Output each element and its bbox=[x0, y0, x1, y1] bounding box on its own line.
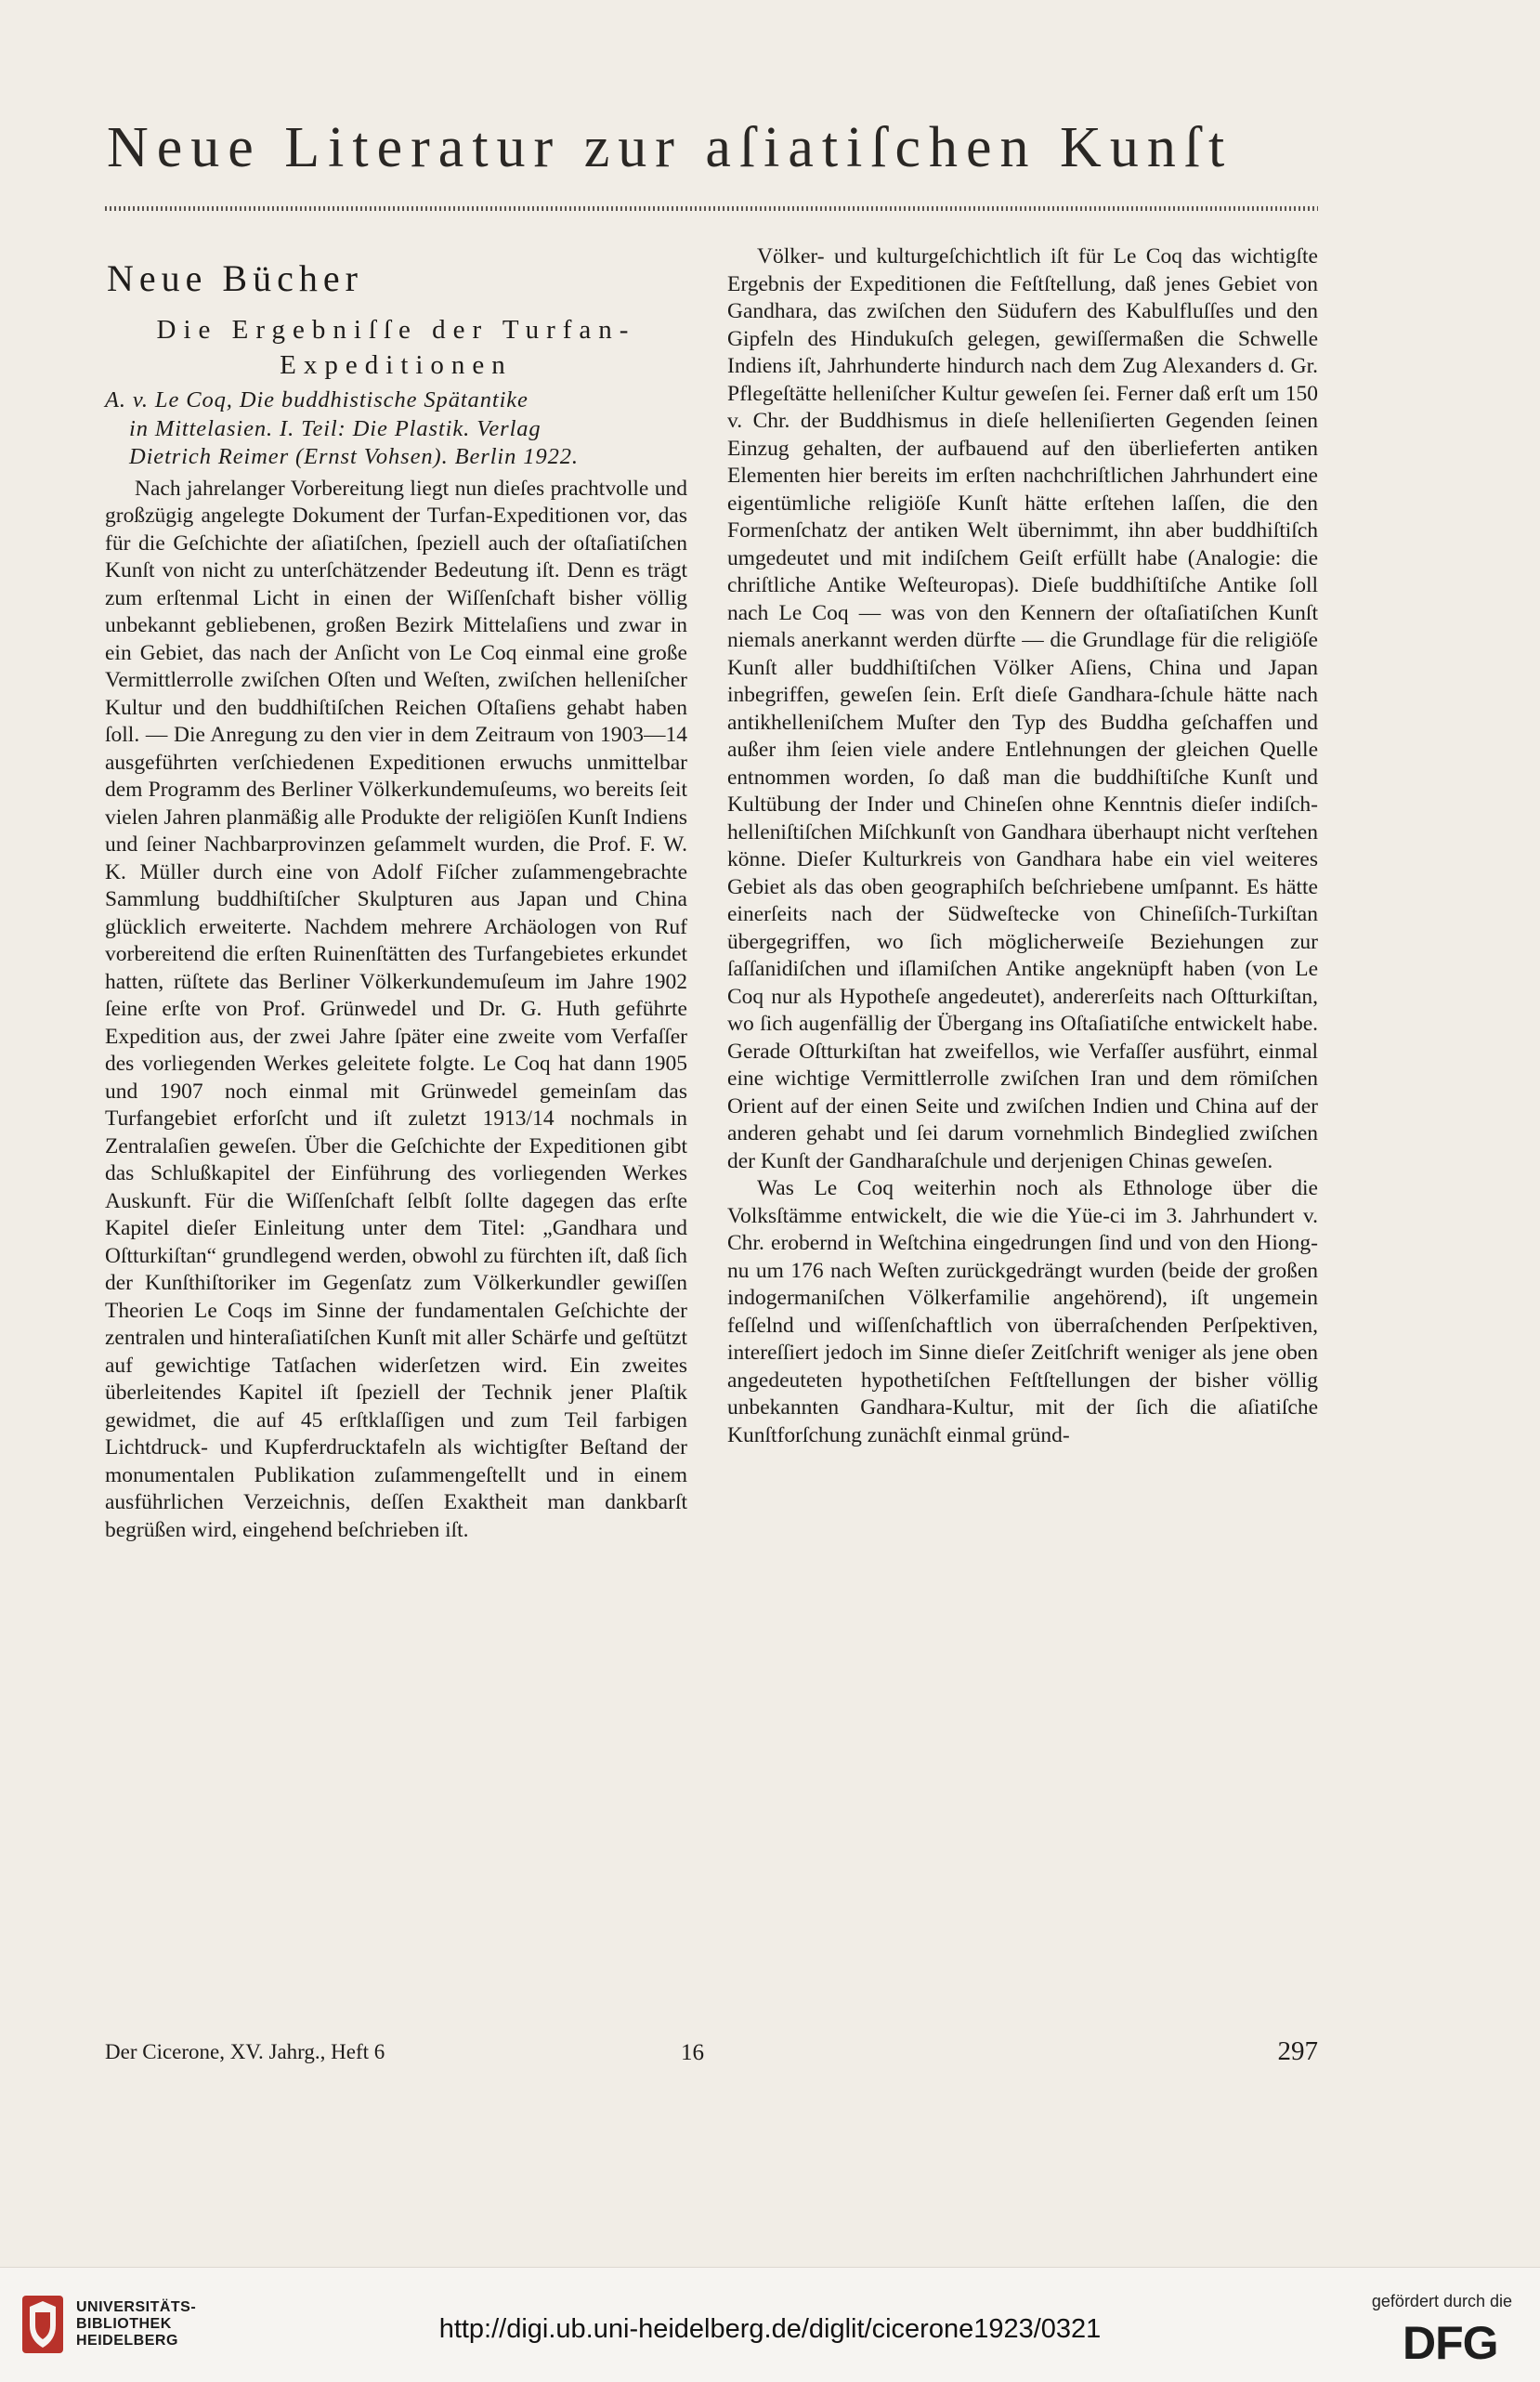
right-column bbox=[727, 243, 1318, 1449]
citation-line-1: A. v. Le Coq, Die buddhistische Spätantike bbox=[105, 387, 529, 412]
subheading-line-2: Expeditionen bbox=[280, 350, 513, 380]
right-paragraph-2: Was Le Coq weiterhin noch als Ethnologe über die Volksſtämme entwickelt, die wie die Yüe-ci im 3. Jahrhundert v. Chr. erobernd in Weſtchina eingedrungen ſind und von den Hiong-nu um 176 nach Weſten zurückgedrängt wurden (beide der großen indogermaniſchen Völkerfamilie angehörend), iſt ungemein feſſelnd und wiſſenſchaftlich von überraſchenden Perſpektiven, intereſſiert jedoch im Sinne dieſer Zeitſchrift weniger als jene oben angedeuteten hypothetiſchen Feſtſtellungen der bisher völlig unbekannten Gandhara-Kultur, mit der ſich die aſiatiſche Kunſtforſchung zunächſt einmal gründ- bbox=[727, 1176, 1318, 1447]
page-title: Neue Literatur zur aſiatiſchen Kunſt bbox=[107, 116, 1233, 179]
left-paragraph-1: Nach jahrelanger Vorbereitung liegt nun dieſes prachtvolle und großzügig angelegte Dokument der Turfan-Expeditionen vor, das für die Geſchichte der aſiatiſchen, ſpeziell auch der oſtaſiatiſchen Kunſt von nicht zu unterſchätzender Bedeutung iſt. Denn es trägt zum erſtenmal Licht in einen der Wiſſenſchaft bisher völlig unbekannt gebliebenen, großen Bezirk Mittelaſiens und zwar in ein Gebiet, das nach der Anſicht von Le Coq einmal eine große Vermittlerrolle zwiſchen Oſten und Weſten, zwiſchen helleniſcher Kultur und den buddhiſtiſchen Reichen Oſtaſiens gehabt haben ſoll. — Die Anregung zu den vier in dem Zeitraum von 1903—14 ausgeführten verſchiedenen Expeditionen erwuchs unmittelbar dem Programm des Berliner Völkerkundemuſeums, wo bereits ſeit vielen Jahren planmäßig alle Produkte der religiöſen Kunſt Indiens und ſeiner Nachbarprovinzen geſammelt wurden, die Prof. F. W. K. Müller durch eine von Adolf Fiſcher zuſammengebrachte Sammlung buddhiſtiſcher Skulpturen aus Japan und China glücklich erweiterte. Nachdem mehrere Archäologen von Ruf vorbereitend die erſten Ruinenſtätten des Turfangebietes erkundet hatten, rüſtete das Berliner Völkerkundemuſeum im Jahre 1902 ſeine erſte von Prof. Grünwedel und Dr. G. Huth geführte Expedition aus, der zwei Jahre ſpäter eine zweite vom Verfaſſer des vorliegenden Werkes geleitete folgte. Le Coq hat dann 1905 und 1907 noch einmal mit Grünwedel gemeinſam das Turfangebiet erforſcht und iſt zuletzt 1913/14 nochmals in Zentralaſien geweſen. Über die Geſchichte der Expeditionen gibt das Schlußkapitel der Einführung des vorliegenden Werkes Auskunft. Für die Wiſſenſchaft ſelbſt ſollte dagegen das erſte Kapitel dieſer Einleitung unter dem Titel: „Gandhara und Oſtturkiſtan“ grundlegend werden, obwohl zu fürchten iſt, daß ſich der Kunſthiſtoriker im Gegenſatz zum Völkerkundler gewiſſen Theorien Le Coqs im Sinne der fundamentalen Geſchichte der zentralen und hinteraſiatiſchen Kunſt mit aller Schärfe und geſtützt auf gewichtige Tatſachen widerſetzen wird. Ein zweites überleitendes Kapitel iſt ſpeziell der Technik jener Plaſtik gewidmet, die auf 45 erſtklaſſigen und zum Teil farbigen Lichtdruck- und Kupferdrucktafeln als wichtigſter Beſtand der monumentalen Publikation zuſammengeſtellt und in einem ausführlichen Verzeichnis, deſſen Exaktheit man dankbarſt begrüßen wird, eingehend beſchrieben iſt. bbox=[105, 476, 687, 1542]
book-citation bbox=[105, 386, 687, 472]
dfg-logo-text: DFG bbox=[1403, 2318, 1498, 2362]
institution-line-1: UNIVERSITÄTS- bbox=[76, 2299, 197, 2315]
left-column bbox=[105, 258, 687, 1544]
dfg-logo-icon bbox=[1403, 2318, 1512, 2362]
citation-line-3: Dietrich Reimer (Ernst Vohsen). Berlin 1922. bbox=[129, 444, 579, 469]
footer-journal: Der Cicerone, XV. Jahrg., Heft 6 bbox=[105, 2040, 385, 2063]
funded-by-label: gefördert durch die bbox=[1371, 2292, 1512, 2310]
section-heading: Neue Bücher bbox=[107, 257, 363, 299]
citation-line-2: in Mittelasien. I. Teil: Die Plastik. Verlag bbox=[129, 415, 542, 441]
repository-bar bbox=[0, 2267, 1540, 2382]
subheading-line-1: Die Ergebniſſe der Turfan- bbox=[156, 315, 636, 345]
title-dotted-rule bbox=[105, 206, 1318, 211]
footer-page-number: 297 bbox=[1277, 2036, 1318, 2066]
institution-line-3: HEIDELBERG bbox=[76, 2333, 178, 2349]
footer-sheet-number: 16 bbox=[681, 2040, 704, 2065]
right-paragraph-1: Völker- und kulturgeſchichtlich iſt für Le Coq das wichtigſte Ergebnis der Expeditionen die Feſtſtellung, daß jenes Gebiet von Gandhara, das zwiſchen den Südufern des Kabulfluſſes und den Gipfeln des Hindukuſch gelegen, gewiſſermaßen die Schwelle Indiens iſt, Jahrhunderte hindurch nach dem Zug Alexanders d. Gr. Pflegeſtätte helleniſcher Kultur geweſen ſei. Ferner daß erſt um 150 v. Chr. der Buddhismus in dieſe helleniſierten Gegenden ſeinen Einzug gehalten, der aufbauend auf den überlieferten antiken Elementen hier bereits im erſten nachchriſtlichen Jahrhundert eine eigentümliche religiöſe Kunſt hätte erſtehen laſſen, die den Formenſchatz der antiken Welt übernimmt, ihn aber buddhiſtiſch umgedeutet und mit indiſchem Geiſt erfüllt habe (Analogie: die chriſtliche Antike Weſteuropas). Dieſe buddhiſtiſche Antike ſoll nach Le Coq — was von den Kennern der oſtaſiatiſchen Kunſt niemals anerkannt werden dürfte — die Grundlage für die religiöſe Kunſt aller buddhiſtiſchen Völker Aſiens, China und Japan inbegriffen, geweſen ſein. Erſt dieſe Gandhara-ſchule hätte nach antikhelleniſchem Muſter den Typ des Buddha geſchaffen und außer ihm ſeien viele andere Entlehnungen der gleichen Quelle entnommen worden, ſo daß man die buddhiſtiſche Kunſt und Kultübung der Inder und Chineſen ohne Kenntnis dieſer indiſch-helleniſtiſchen Miſchkunſt von Gandhara überhaupt nicht verſtehen könne. Dieſer Kulturkreis von Gandhara habe ein viel weiteres Gebiet als das oben geographiſch beſchriebene umſpannt. Es hätte einerſeits nach der Südweſtecke von Chineſiſch-Turkiſtan übergegriffen, wo ſich möglicherweiſe Beziehungen zur ſaſſanidiſchen und iſlamiſchen Antike angeknüpft haben (von Le Coq nur als Hypotheſe angedeutet), andererſeits nach Oſtturkiſtan, wo ſich augenfällig der Übergang ins Oſtaſiatiſche entwickelt habe. Gerade Oſtturkiſtan hat zweifellos, wie Verfaſſer ausführt, einmal eine wichtige Vermittlerrolle zwiſchen Iran und dem römiſchen Orient auf der einen Seite und zwiſchen Indien und China auf der anderen gehabt und ſei darum vornehmlich Bindeglied zwiſchen der Kunſt der Gandharaſchule und derjenigen Chinas geweſen. bbox=[727, 244, 1318, 1173]
source-url-link[interactable]: http://digi.ub.uni-heidelberg.de/diglit/cicerone1923/0321 bbox=[438, 2314, 1102, 2344]
page-footer bbox=[105, 2036, 1318, 2072]
institution-line-2: BIBLIOTHEK bbox=[76, 2316, 172, 2332]
